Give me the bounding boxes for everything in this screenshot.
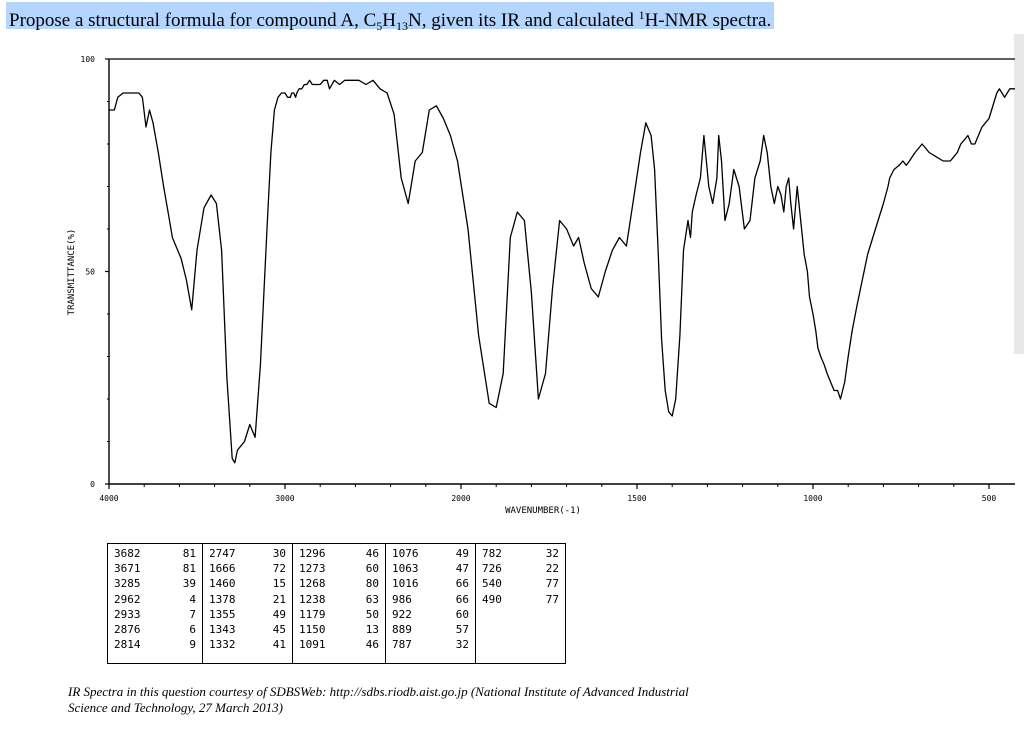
peak-wavenumber: 1091 bbox=[299, 638, 326, 652]
peak-wavenumber: 490 bbox=[482, 592, 502, 606]
question-part-3: N, given its IR and calculated bbox=[408, 10, 639, 31]
y-tick-label: 0 bbox=[90, 480, 95, 489]
peak-table-column bbox=[476, 544, 566, 664]
x-axis-label: WAVENUMBER(-1) bbox=[505, 506, 581, 516]
peak-entry bbox=[392, 622, 469, 637]
peak-transmittance: 66 bbox=[455, 577, 469, 591]
peak-wavenumber: 3682 bbox=[114, 547, 141, 560]
peak-transmittance: 72 bbox=[272, 562, 286, 576]
peak-entry bbox=[209, 622, 286, 637]
peak-transmittance: 45 bbox=[272, 623, 286, 637]
peak-entry bbox=[209, 607, 286, 622]
peak-wavenumber: 1460 bbox=[209, 577, 236, 591]
peak-entry bbox=[299, 576, 379, 591]
peak-entry bbox=[299, 592, 379, 607]
peak-wavenumber: 2933 bbox=[114, 607, 141, 621]
y-tick-label: 100 bbox=[80, 55, 95, 64]
peak-transmittance: 13 bbox=[365, 623, 379, 637]
peak-wavenumber: 1666 bbox=[209, 562, 236, 576]
peak-wavenumber: 782 bbox=[482, 547, 502, 560]
source-credit: IR Spectra in this question courtesy of SDBSWeb: http://sdbs.riodb.aist.go.jp (National Institute of Advanced Industrial Science and Technology, 27 March 2013) bbox=[68, 684, 689, 715]
peak-table-column bbox=[203, 544, 293, 664]
peak-wavenumber: 1343 bbox=[209, 623, 236, 637]
peak-transmittance: 49 bbox=[455, 547, 469, 560]
peak-wavenumber: 787 bbox=[392, 638, 412, 652]
peak-transmittance: 32 bbox=[545, 547, 559, 560]
peak-table-column bbox=[293, 544, 386, 664]
peak-wavenumber: 986 bbox=[392, 592, 412, 606]
ir-trace-line bbox=[109, 80, 1015, 463]
peak-wavenumber: 1268 bbox=[299, 577, 326, 591]
peak-transmittance: 77 bbox=[545, 577, 559, 591]
peak-transmittance: 77 bbox=[545, 592, 559, 606]
peak-entry bbox=[392, 576, 469, 591]
peak-transmittance: 46 bbox=[365, 547, 379, 560]
peak-wavenumber: 1150 bbox=[299, 623, 326, 637]
peak-transmittance: 63 bbox=[365, 592, 379, 606]
peak-transmittance: 49 bbox=[272, 607, 286, 621]
peak-entry bbox=[114, 592, 196, 607]
peak-entry bbox=[114, 576, 196, 591]
peak-transmittance: 32 bbox=[455, 638, 469, 652]
peak-wavenumber: 1238 bbox=[299, 592, 326, 606]
peak-wavenumber: 1016 bbox=[392, 577, 419, 591]
peak-transmittance: 66 bbox=[455, 592, 469, 606]
peak-transmittance: 7 bbox=[189, 607, 196, 621]
peak-entry bbox=[209, 546, 286, 561]
peak-wavenumber: 3285 bbox=[114, 577, 141, 591]
peak-entry bbox=[299, 546, 379, 561]
peak-transmittance: 60 bbox=[365, 562, 379, 576]
peak-entry bbox=[209, 637, 286, 652]
subscript-carbon-count: 5 bbox=[376, 19, 383, 33]
x-tick-label: 3000 bbox=[275, 494, 295, 503]
peak-entry bbox=[209, 576, 286, 591]
peak-entry bbox=[392, 561, 469, 576]
peak-wavenumber: 1273 bbox=[299, 562, 326, 576]
peak-entry bbox=[114, 546, 196, 561]
peak-transmittance: 41 bbox=[272, 638, 286, 652]
peak-wavenumber: 2747 bbox=[209, 547, 236, 560]
peak-transmittance: 4 bbox=[189, 592, 196, 606]
chart-frame bbox=[109, 59, 1015, 484]
peak-table-column bbox=[108, 544, 203, 664]
peak-wavenumber: 922 bbox=[392, 607, 412, 621]
peak-entry bbox=[482, 576, 559, 591]
peak-entry bbox=[114, 637, 196, 652]
peak-wavenumber: 1076 bbox=[392, 547, 419, 560]
peak-wavenumber: 2876 bbox=[114, 623, 141, 637]
peak-entry bbox=[482, 546, 559, 561]
x-tick-label: 4000 bbox=[99, 494, 119, 503]
peak-transmittance: 46 bbox=[365, 638, 379, 652]
peak-entry bbox=[299, 561, 379, 576]
peak-transmittance: 60 bbox=[455, 607, 469, 621]
peak-wavenumber: 1355 bbox=[209, 607, 236, 621]
x-tick-label: 2000 bbox=[451, 494, 471, 503]
y-axis-ticks bbox=[81, 55, 109, 489]
peak-entry bbox=[114, 622, 196, 637]
x-tick-label: 1000 bbox=[803, 494, 823, 503]
superscript-nmr: 1 bbox=[638, 8, 645, 22]
peak-entry bbox=[392, 637, 469, 652]
peak-wavenumber: 1063 bbox=[392, 562, 419, 576]
peak-table-row bbox=[108, 544, 566, 664]
subscript-hydrogen-count: 13 bbox=[396, 19, 408, 33]
peak-wavenumber: 1179 bbox=[299, 607, 326, 621]
peak-transmittance: 81 bbox=[182, 562, 196, 576]
peak-transmittance: 15 bbox=[272, 577, 286, 591]
peak-entry bbox=[392, 592, 469, 607]
peak-transmittance: 9 bbox=[189, 638, 196, 652]
x-tick-label: 500 bbox=[981, 494, 997, 503]
peak-entry bbox=[299, 607, 379, 622]
peak-transmittance: 57 bbox=[455, 623, 469, 637]
peak-entry bbox=[209, 592, 286, 607]
peak-wavenumber: 1378 bbox=[209, 592, 236, 606]
peak-entry bbox=[482, 561, 559, 576]
peak-transmittance: 47 bbox=[455, 562, 469, 576]
peak-transmittance: 6 bbox=[189, 623, 196, 637]
x-axis-ticks bbox=[99, 484, 996, 503]
peak-entry bbox=[392, 546, 469, 561]
peak-entry bbox=[392, 607, 469, 622]
peak-wavenumber: 1332 bbox=[209, 638, 236, 652]
peak-entry bbox=[114, 561, 196, 576]
peak-wavenumber: 540 bbox=[482, 577, 502, 591]
peak-table-column bbox=[386, 544, 476, 664]
x-tick-label: 1500 bbox=[627, 494, 647, 503]
peak-transmittance: 22 bbox=[545, 562, 559, 576]
peak-transmittance: 80 bbox=[365, 577, 379, 591]
question-part-1: Propose a structural formula for compound A, C bbox=[9, 10, 377, 31]
y-tick-label: 50 bbox=[85, 267, 95, 277]
peak-table bbox=[107, 543, 566, 664]
peak-wavenumber: 1296 bbox=[299, 547, 326, 560]
peak-entry bbox=[299, 637, 379, 652]
peak-entry bbox=[114, 607, 196, 622]
peak-entry bbox=[209, 561, 286, 576]
peak-transmittance: 39 bbox=[182, 577, 196, 591]
peak-transmittance: 50 bbox=[365, 607, 379, 621]
peak-entry bbox=[299, 622, 379, 637]
peak-transmittance: 30 bbox=[272, 547, 286, 560]
peak-wavenumber: 726 bbox=[482, 562, 502, 576]
peak-wavenumber: 2814 bbox=[114, 638, 141, 652]
y-axis-label: TRANSMITTANCE(%) bbox=[67, 228, 77, 316]
peak-entry bbox=[482, 592, 559, 607]
peak-wavenumber: 889 bbox=[392, 623, 412, 637]
peak-transmittance: 21 bbox=[272, 592, 286, 606]
question-part-2: H bbox=[382, 10, 396, 31]
peak-wavenumber: 2962 bbox=[114, 592, 141, 606]
peak-transmittance: 81 bbox=[182, 547, 196, 560]
peak-wavenumber: 3671 bbox=[114, 562, 141, 576]
question-part-4: H-NMR spectra. bbox=[644, 10, 772, 31]
